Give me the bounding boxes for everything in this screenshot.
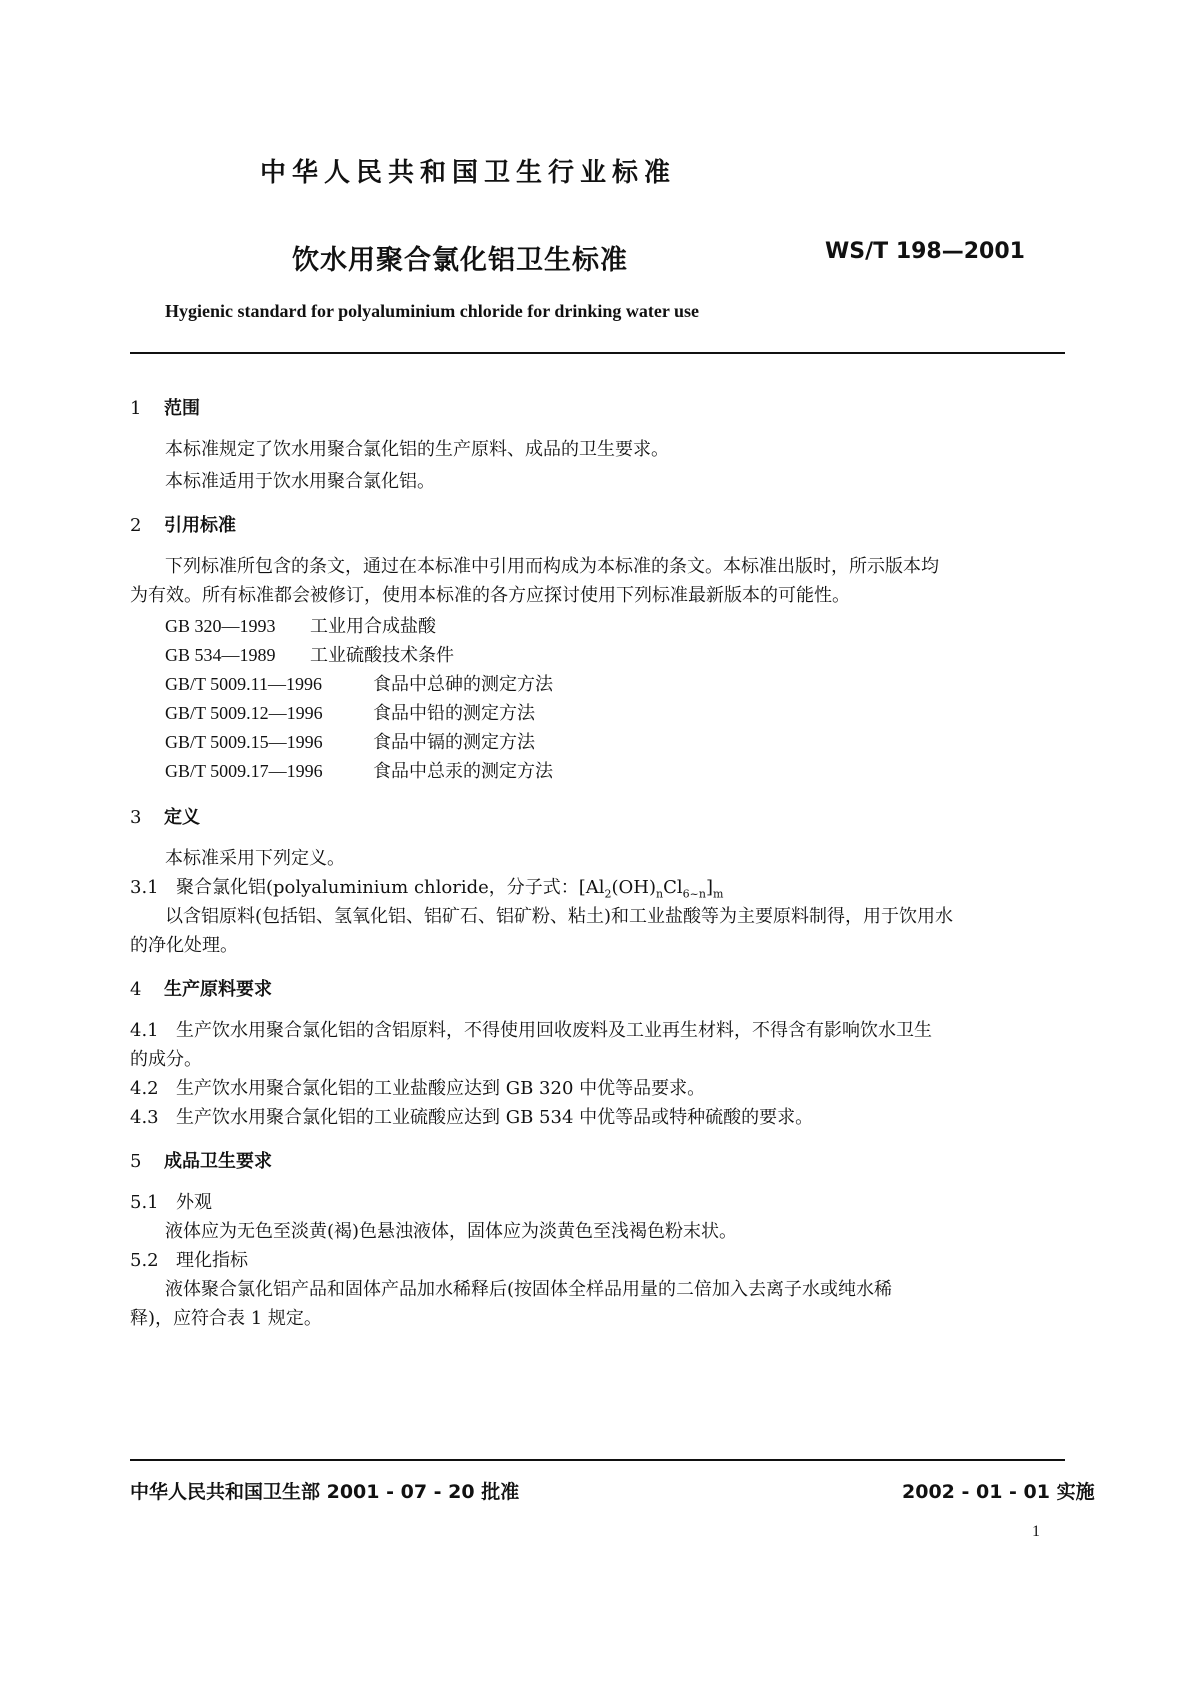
issuing-organization: 中华人民共和国卫生行业标准 (260, 158, 677, 188)
reference-row (165, 612, 436, 638)
reference-name: 食品中总汞的测定方法 (373, 761, 553, 782)
reference-code: GB/T 5009.17—1996 (165, 761, 323, 781)
formula-subscript: 2 (604, 887, 612, 901)
clause-5-2-line-1: 液体聚合氯化铝产品和固体产品加水稀释后(按固体全样品用量的二倍加入去离子水或纯水稀 (165, 1279, 893, 1300)
clause-text: 生产饮水用聚合氯化铝的工业硫酸应达到 GB 534 中优等品或特种硫酸的要求。 (176, 1107, 814, 1128)
clause-text: 生产饮水用聚合氯化铝的含铝原料，不得使用回收废料及工业再生材料，不得含有影响饮水卫生 (176, 1020, 932, 1041)
clause-title: 理化指标 (176, 1250, 248, 1271)
section-3-intro: 本标准采用下列定义。 (165, 848, 345, 869)
clause-number: 3.1 (130, 877, 159, 898)
section-number: 1 (130, 398, 142, 419)
definition-term: 聚合氯化铝(polyaluminium chloride，分子式：[Al (176, 877, 605, 898)
clause-number: 5.2 (130, 1250, 159, 1271)
formula-subscript: m (713, 887, 724, 901)
reference-row (165, 757, 553, 783)
standard-code: WS/T 198—2001 (825, 239, 1025, 264)
clause-number: 4.2 (130, 1078, 159, 1099)
section-4-heading (130, 975, 272, 1001)
reference-code: GB/T 5009.12—1996 (165, 703, 323, 723)
section-number: 4 (130, 979, 142, 1000)
clause-4-3 (130, 1102, 813, 1134)
reference-code: GB/T 5009.11—1996 (165, 674, 323, 694)
footer-divider (130, 1459, 1065, 1461)
formula-part: Cl (663, 877, 683, 898)
clause-5-1-text: 液体应为无色至淡黄(褐)色悬浊液体，固体应为淡黄色至浅褐色粉末状。 (165, 1221, 738, 1242)
standard-title-zh: 饮水用聚合氯化铝卫生标准 (292, 245, 628, 276)
section-5-heading (130, 1147, 272, 1173)
reference-name: 食品中镉的测定方法 (373, 732, 535, 753)
clause-4-2 (130, 1073, 705, 1105)
reference-code: GB 320—1993 (165, 616, 276, 636)
reference-name: 食品中铅的测定方法 (373, 703, 535, 724)
reference-name: 食品中总砷的测定方法 (373, 674, 553, 695)
header-divider (130, 352, 1065, 354)
reference-code: GB/T 5009.15—1996 (165, 732, 323, 752)
formula-part: ] (705, 877, 713, 898)
reference-name: 工业硫酸技术条件 (310, 645, 454, 666)
clause-5-1-heading (130, 1187, 212, 1219)
clause-number: 4.3 (130, 1107, 159, 1128)
section-3-heading (130, 803, 200, 829)
clause-text: 生产饮水用聚合氯化铝的工业盐酸应达到 GB 320 中优等品要求。 (176, 1078, 706, 1099)
definition-3-1-line-2: 的净化处理。 (130, 935, 238, 956)
clause-number: 5.1 (130, 1192, 159, 1213)
clause-number: 4.1 (130, 1020, 159, 1041)
clause-4-1-line-2: 的成分。 (130, 1049, 202, 1070)
section-number: 3 (130, 807, 142, 828)
page-number: 1 (1032, 1523, 1040, 1540)
definition-3-1-line-1: 以含铝原料(包括铝、氢氧化铝、铝矿石、铝矿粉、粘土)和工业盐酸等为主要原料制得，用于饮用水 (165, 906, 954, 927)
section-number: 2 (130, 515, 142, 536)
section-title: 成品卫生要求 (164, 1151, 272, 1172)
clause-title: 外观 (176, 1192, 212, 1213)
clause-4-1-line-1 (130, 1015, 932, 1047)
section-title: 生产原料要求 (164, 979, 272, 1000)
section-2-heading (130, 511, 236, 537)
reference-row (165, 641, 454, 667)
reference-name: 工业用合成盐酸 (310, 616, 436, 637)
formula-subscript: 6~n (682, 887, 706, 901)
section-1-heading (130, 394, 200, 420)
section-title: 引用标准 (164, 515, 236, 536)
reference-row (165, 699, 535, 725)
section-title: 范围 (164, 398, 200, 419)
section-2-intro-line-1: 下列标准所包含的条文，通过在本标准中引用而构成为本标准的条文。本标准出版时，所示版本均 (165, 556, 939, 577)
formula-subscript: n (656, 887, 664, 901)
section-title: 定义 (164, 807, 200, 828)
standard-title-en: Hygienic standard for polyaluminium chloride for drinking water use (165, 301, 700, 321)
section-number: 5 (130, 1151, 142, 1172)
formula-part: (OH) (611, 877, 657, 898)
section-1-paragraph-2: 本标准适用于饮水用聚合氯化铝。 (165, 471, 435, 492)
reference-row (165, 728, 535, 754)
section-1-paragraph-1: 本标准规定了饮水用聚合氯化铝的生产原料、成品的卫生要求。 (165, 439, 669, 460)
clause-5-2-line-2: 释)，应符合表 1 规定。 (130, 1308, 322, 1329)
reference-row (165, 670, 553, 696)
section-2-intro-line-2: 为有效。所有标准都会被修订，使用本标准的各方应探讨使用下列标准最新版本的可能性。 (130, 585, 850, 606)
clause-5-2-heading (130, 1245, 248, 1277)
approval-note: 中华人民共和国卫生部 2001 - 07 - 20 批准 (130, 1481, 520, 1503)
implementation-date: 2002 - 01 - 01 实施 (902, 1481, 1095, 1503)
reference-code: GB 534—1989 (165, 645, 276, 665)
